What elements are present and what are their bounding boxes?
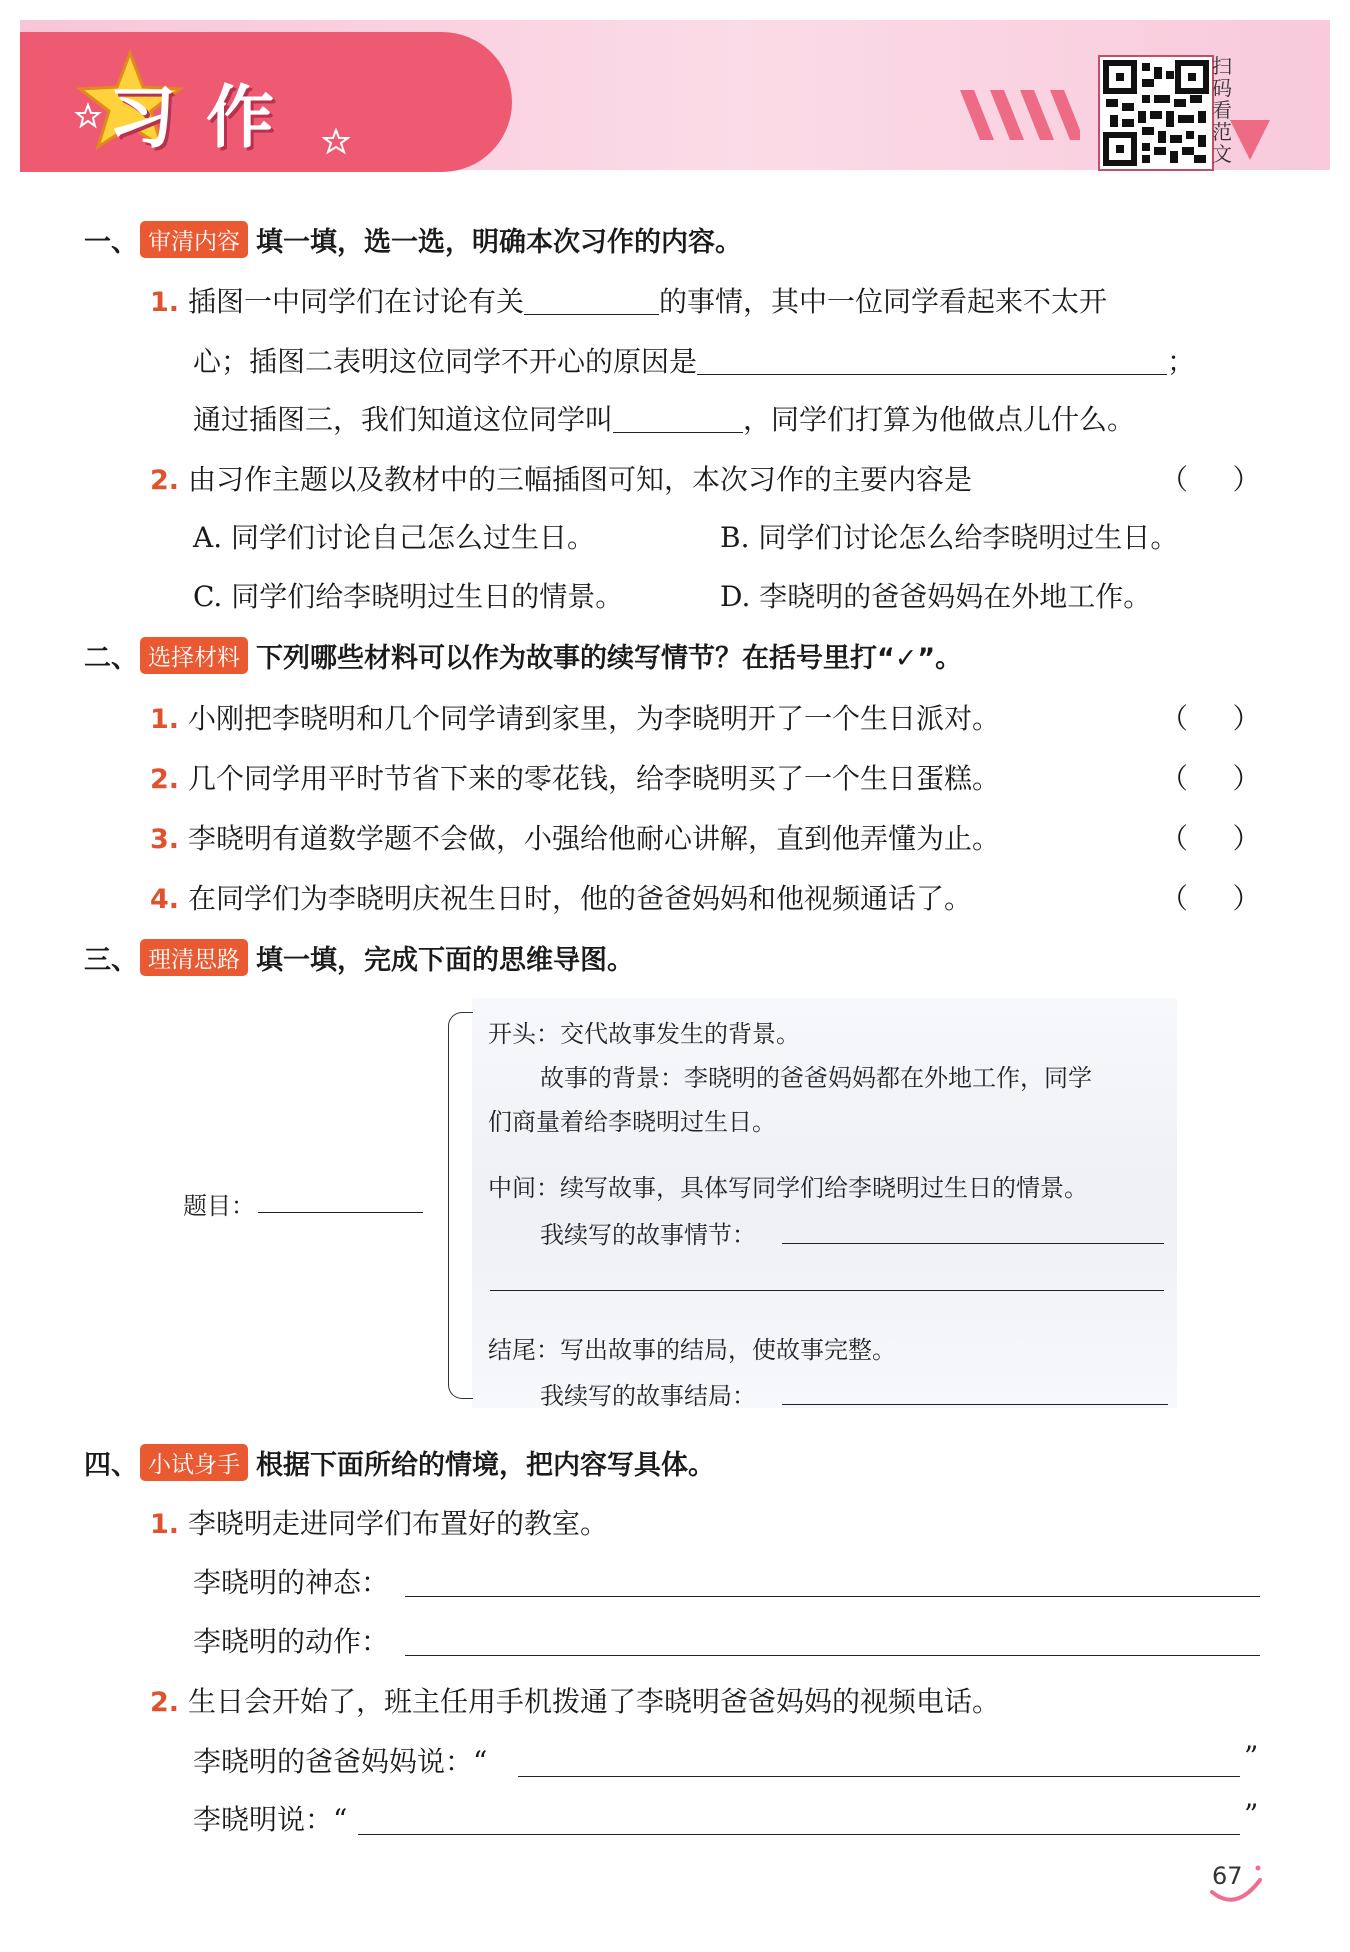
s2-item-1-paren[interactable]: （ ） [1160,702,1261,735]
mindmap-brace [448,1012,473,1399]
s2-item-3: 3. 李晓明有道数学题不会做，小强给他耐心讲解，直到他弄懂为止。 [150,822,1000,855]
s4-q2-li-blank[interactable] [358,1834,1240,1835]
mindmap-topic-label: 题目： [183,1192,255,1220]
mindmap-mid-title: 中间：续写故事，具体写同学们给李晓明过生日的情景。 [488,1174,1088,1202]
mindmap-start-title: 开头：交代故事发生的背景。 [488,1020,800,1048]
mindmap-plot-blank-1[interactable] [782,1243,1164,1244]
s4-q1: 1. 李晓明走进同学们布置好的教室。 [150,1507,608,1540]
header-arrow [1230,110,1270,160]
mindmap-topic-blank[interactable] [258,1212,423,1213]
s2-item-4-paren[interactable]: （ ） [1160,882,1261,915]
s1-q2-option-b[interactable]: B. 同学们讨论怎么给李晓明过生日。 [720,521,1179,554]
s2-item-1: 1. 小刚把李晓明和几个同学请到家里，为李晓明开了一个生日派对。 [150,702,1000,735]
mindmap-ending-blank[interactable] [782,1404,1168,1405]
s4-q1-expression-label: 李晓明的神态： [193,1566,390,1599]
s2-item-2-paren[interactable]: （ ） [1160,762,1261,795]
page-title: 习作 [108,79,305,158]
qr-label: 扫码看范文 [1212,54,1232,166]
s1-q1-line2: 心；插图二表明这位同学不开心的原因是 ； [193,345,1196,378]
section-2-tag: 选择材料 [140,637,248,674]
section-3-heading: 三、 理清思路 填一填，完成下面的思维导图。 [84,938,634,977]
s4-q2-parents-label: 李晓明的爸爸妈妈说：“ [193,1745,488,1778]
section-3-tag: 理清思路 [140,939,248,976]
section-1-tag: 审清内容 [140,221,248,258]
s4-q2-parents-close-quote: ” [1244,1740,1259,1773]
s1-q2-option-d[interactable]: D. 李晓明的爸爸妈妈在外地工作。 [720,580,1152,613]
section-4-heading: 四、 小试身手 根据下面所给的情境，把内容写具体。 [84,1443,715,1482]
s2-item-2: 2. 几个同学用平时节省下来的零花钱，给李晓明买了一个生日蛋糕。 [150,762,1000,795]
s4-q2-li-close-quote: ” [1244,1798,1259,1831]
s4-q2-li-label: 李晓明说：“ [193,1803,348,1836]
s1-q2-option-c[interactable]: C. 同学们给李晓明过生日的情景。 [193,580,624,613]
s4-q1-action-label: 李晓明的动作： [193,1625,390,1658]
blank-name[interactable] [613,432,743,433]
page-number-swoosh-icon [1208,1858,1264,1908]
s4-q2-parents-blank[interactable] [518,1776,1240,1777]
mindmap-start-body-1: 故事的背景：李晓明的爸爸妈妈都在外地工作，同学 [540,1064,1092,1092]
small-star-icon [322,128,350,156]
s4-q1-expression-blank[interactable] [405,1596,1260,1597]
s2-item-4: 4. 在同学们为李晓明庆祝生日时，他的爸爸妈妈和他视频通话了。 [150,882,972,915]
mindmap-end-body: 我续写的故事结局： [540,1382,756,1410]
s1-q2-answer-paren[interactable]: （ ） [1160,463,1261,496]
s4-q2: 2. 生日会开始了，班主任用手机拨通了李晓明爸爸妈妈的视频电话。 [150,1685,1000,1718]
blank-reason[interactable] [697,374,1167,375]
page-number: 67 [1212,1862,1243,1890]
s1-q2-option-a[interactable]: A. 同学们讨论自己怎么过生日。 [193,521,596,554]
s2-item-3-paren[interactable]: （ ） [1160,822,1261,855]
section-4-tag: 小试身手 [140,1444,248,1481]
s1-q1-line1: 1. 插图一中同学们在讨论有关 的事情，其中一位同学看起来不太开 [150,285,1107,318]
s1-q1-line3: 通过插图三，我们知道这位同学叫 ，同学们打算为他做点儿什么。 [193,403,1136,436]
mindmap-end-title: 结尾：写出故事的结局，使故事完整。 [488,1336,896,1364]
s1-q2: 2. 由习作主题以及教材中的三幅插图可知，本次习作的主要内容是 [150,463,972,496]
qr-code[interactable] [1098,55,1214,171]
mindmap-plot-blank-2[interactable] [490,1290,1164,1291]
section-2-heading: 二、 选择材料 下列哪些材料可以作为故事的续写情节？在括号里打“✓”。 [84,636,962,675]
mindmap-start-body-2: 们商量着给李晓明过生日。 [488,1108,776,1136]
blank-topic[interactable] [524,314,659,315]
s4-q1-action-blank[interactable] [405,1655,1260,1656]
section-1-heading: 一、 审清内容 填一填，选一选，明确本次习作的内容。 [84,220,742,259]
mindmap-mid-body: 我续写的故事情节： [540,1221,756,1249]
decorative-stripes [960,90,1080,140]
